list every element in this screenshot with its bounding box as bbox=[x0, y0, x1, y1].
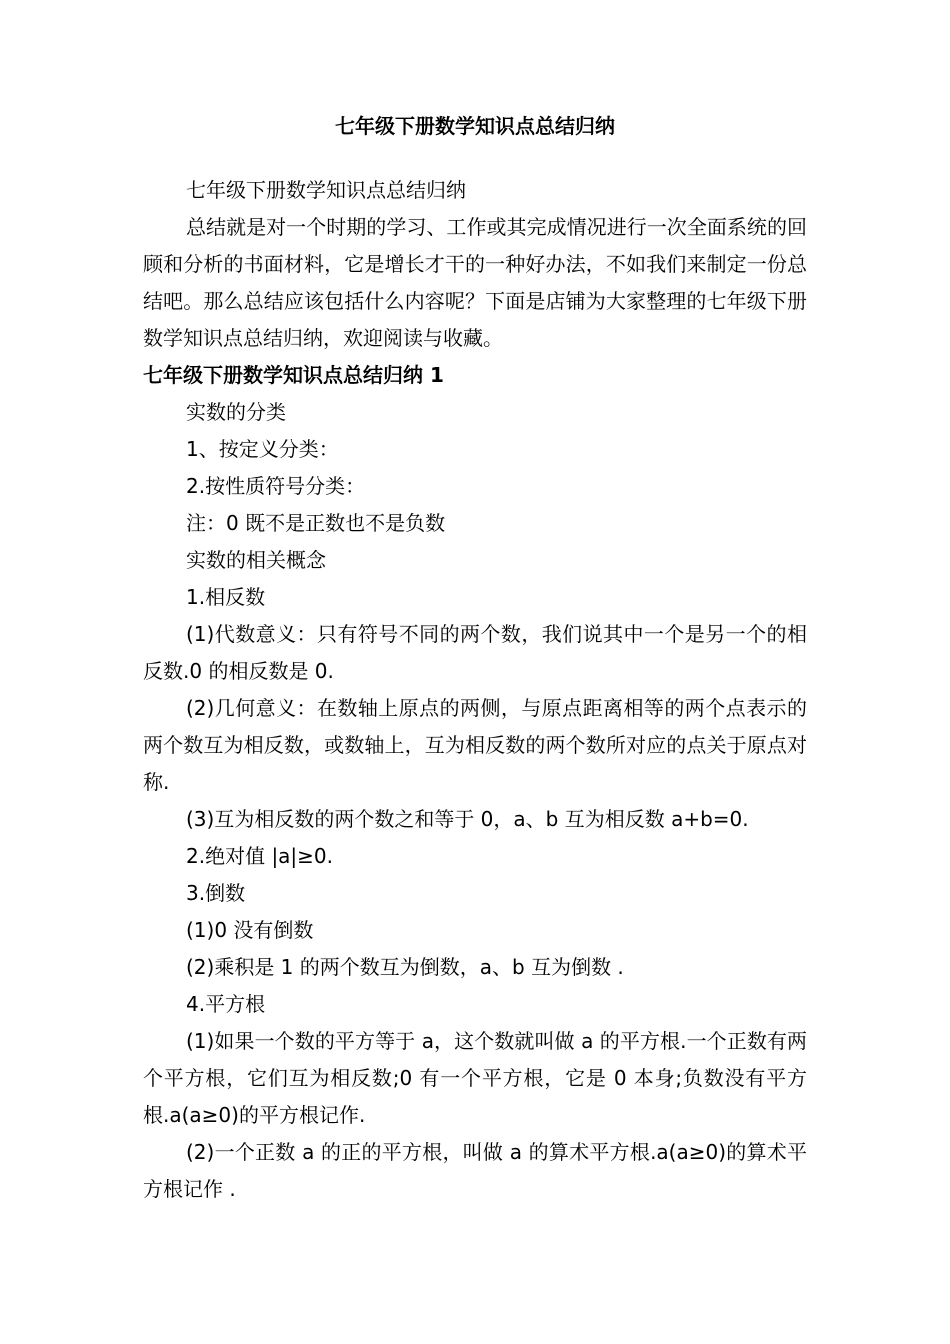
intro-paragraph: 总结就是对一个时期的学习、工作或其完成情况进行一次全面系统的回顾和分析的书面材料，它是增长才干的一种好办法，不如我们来制定一份总结吧。那么总结应该包括什么内容呢？下面是店铺为大家整理的七年级下册数学知识点总结归纳，欢迎阅读与收藏。 bbox=[143, 215, 807, 350]
document-title: 七年级下册数学知识点总结归纳 bbox=[335, 114, 615, 138]
paragraph-geometric-meaning: (2)几何意义：在数轴上原点的两侧，与原点距离相等的两个点表示的两个数互为相反数，或数轴上，互为相反数的两个数所对应的点关于原点对称. bbox=[143, 696, 807, 794]
paragraph-algebraic-meaning: (1)代数意义：只有符号不同的两个数，我们说其中一个是另一个的相反数.0 的相反数是 0. bbox=[143, 622, 807, 683]
subheading-square-root: 4.平方根 bbox=[186, 992, 266, 1016]
list-item-by-definition: 1、按定义分类： bbox=[186, 437, 339, 461]
subheading-opposite-numbers: 1.相反数 bbox=[186, 585, 266, 609]
paragraph-square-root-definition: (1)如果一个数的平方等于 a，这个数就叫做 a 的平方根.一个正数有两个平方根，它们互为相反数;0 有一个平方根，它是 0 本身;负数没有平方根.a(a≥0)的平方根记作. bbox=[143, 1029, 807, 1127]
paragraph-product-one: (2)乘积是 1 的两个数互为倒数，a、b 互为倒数 . bbox=[186, 955, 624, 979]
topic-heading-related-concepts: 实数的相关概念 bbox=[186, 548, 326, 572]
subtitle-paragraph: 七年级下册数学知识点总结归纳 bbox=[186, 178, 466, 202]
list-item-by-sign: 2.按性质符号分类： bbox=[186, 474, 366, 498]
paragraph-arithmetic-square-root: (2)一个正数 a 的正的平方根，叫做 a 的算术平方根.a(a≥0)的算术平方根记作 . bbox=[143, 1140, 807, 1201]
paragraph-sum-zero: (3)互为相反数的两个数之和等于 0，a、b 互为相反数 a+b=0. bbox=[186, 807, 749, 831]
note-zero: 注：0 既不是正数也不是负数 bbox=[186, 511, 446, 535]
document-body bbox=[143, 172, 807, 1208]
paragraph-zero-no-reciprocal: (1)0 没有倒数 bbox=[186, 918, 314, 942]
topic-heading-real-number-classification: 实数的分类 bbox=[186, 400, 286, 424]
subheading-reciprocal: 3.倒数 bbox=[186, 881, 246, 905]
section-heading: 七年级下册数学知识点总结归纳 1 bbox=[143, 363, 444, 387]
subheading-absolute-value: 2.绝对值 |a|≥0. bbox=[186, 844, 334, 868]
